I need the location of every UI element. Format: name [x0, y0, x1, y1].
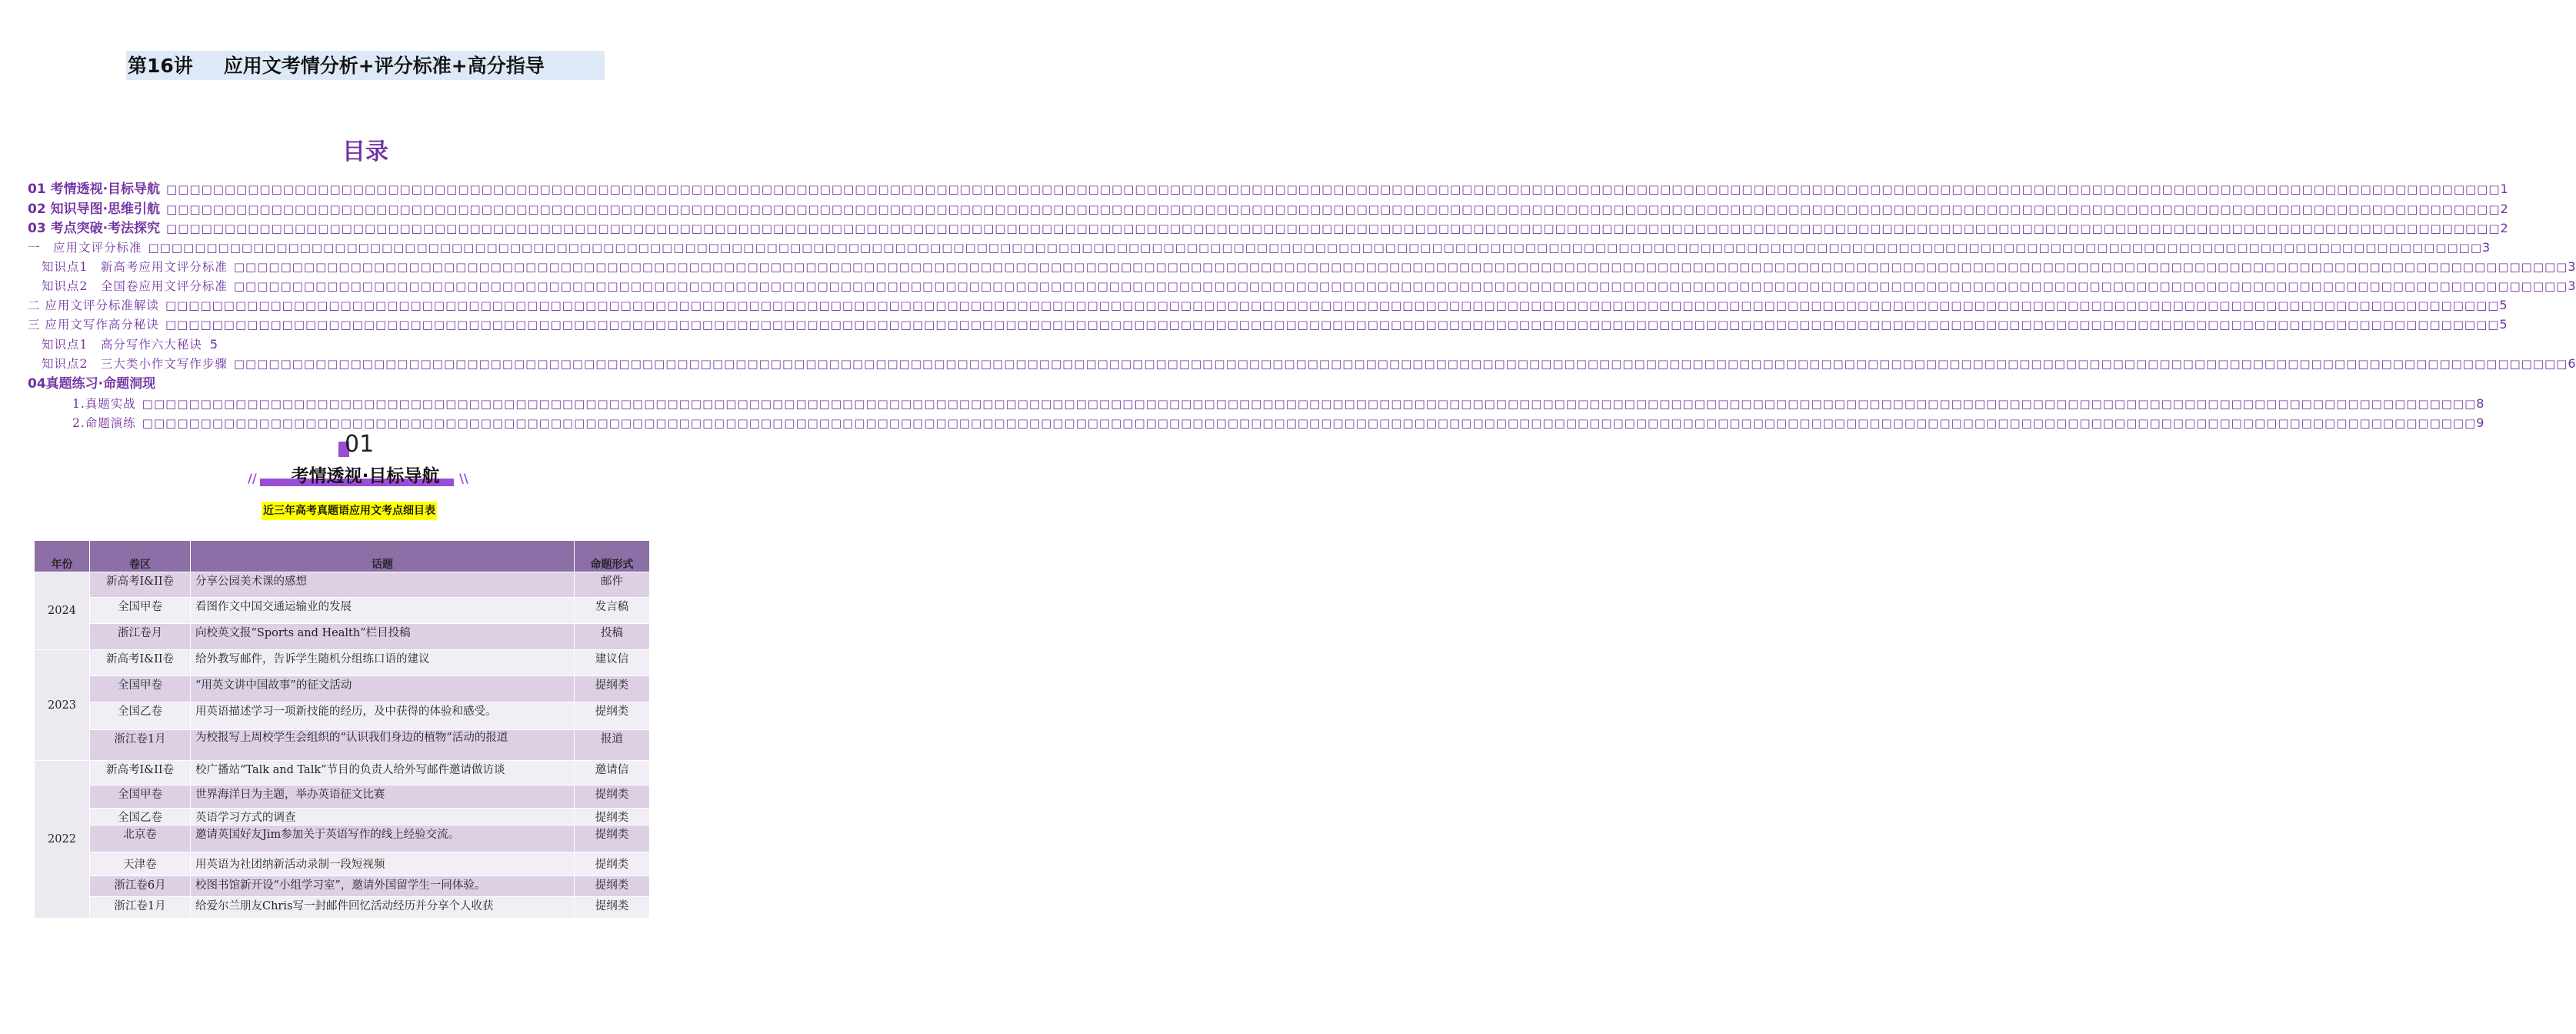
toc-item[interactable]: [28, 375, 335, 393]
topic-cell: 校广播站“Talk and Talk”节目的负责人给外写邮件邀请做访谈: [191, 761, 575, 786]
form-cell: 提纲类: [575, 897, 650, 919]
form-cell: 投稿: [575, 624, 650, 650]
form-cell: 提纲类: [575, 676, 650, 702]
toc-leader: □□□□□□□□□□□□□□□□□□□□□□□□□□□□□□□□□□□□□□□□□□□□□□□□□□□□□□□□□□□□□□□□□□□□□□□□□□□□□□□□□□□□□□□□□□□□□□□□□□□□□□□□□□□□□□□□□□□□□□□□□□□□□□□□□□□□□□□□□□□□□□□□□□□□□□□□□□□□□□□□□□□□□□□□□□□□□□□□□□□□□□□□□□□□□□□□□□□□□□□□: [166, 222, 2501, 235]
form-cell: 邀请信: [575, 761, 650, 786]
toc-item[interactable]: [28, 238, 2491, 257]
toc-leader: □□□□□□□□□□□□□□□□□□□□□□□□□□□□□□□□□□□□□□□□□□□□□□□□□□□□□□□□□□□□□□□□□□□□□□□□□□□□□□□□□□□□□□□□□□□□□□□□□□□□□□□□□□□□□□□□□□□□□□□□□□□□□□□□□□□□□□□□□□□□□□□□□□□□□□□□□□□□□□□□□□□□□□□□□□□□□□□□□□□□□□□□□□□□□□□□□□□□□□□□: [148, 241, 2482, 255]
table-row: [35, 676, 650, 702]
toc-item[interactable]: [28, 315, 2508, 334]
topic-cell: 为校报写上周校学生会组织的“认识我们身边的植物”活动的报道: [191, 730, 575, 761]
toc-item[interactable]: [28, 180, 2508, 198]
toc-item[interactable]: [28, 200, 2508, 218]
toc-item-page: 1: [2500, 182, 2508, 196]
toc-item-page: 5: [209, 337, 218, 352]
topic-cell: 邀请英国好友Jim参加关于英语写作的线上经验交流。: [191, 826, 575, 852]
toc-leader: □□□□□□□□□□□□□□□□□□□□□□□□□□□□□□□□□□□□□□□□□□□□□□□□□□□□□□□□□□□□□□□□□□□□□□□□□□□□□□□□□□□□□□□□□□□□□□□□□□□□□□□□□□□□□□□□□□□□□□□□□□□□□□□□□□□□□□□□□□□□□□□□□□□□□□□□□□□□□□□□□□□□□□□□□□□□□□□□□□□□□□□□□□□□□□□□□□□□□□□□: [233, 279, 2568, 293]
paper-cell: 浙江卷1月: [90, 897, 191, 919]
page-title: [128, 52, 545, 80]
paper-cell: 全国甲卷: [90, 786, 191, 809]
form-cell: 报道: [575, 730, 650, 761]
toc-item-label: 二 应用文评分标准解读: [28, 299, 159, 312]
column-header-year: 年份: [35, 541, 90, 572]
toc-item-page: 3: [2568, 279, 2576, 293]
paper-cell: 新高考I&II卷: [90, 572, 191, 598]
toc-leader: □□□□□□□□□□□□□□□□□□□□□□□□□□□□□□□□□□□□□□□□□□□□□□□□□□□□□□□□□□□□□□□□□□□□□□□□□□□□□□□□□□□□□□□□□□□□□□□□□□□□□□□□□□□□□□□□□□□□□□□□□□□□□□□□□□□□□□□□□□□□□□□□□□□□□□□□□□□□□□□□□□□□□□□□□□□□□□□□□□□□□□□□□□□□□□□□□□□□□□□□: [233, 357, 2568, 371]
toc-item-page: 2: [2500, 202, 2508, 216]
paper-cell: 天津卷: [90, 852, 191, 876]
exam-topics-table: [34, 540, 650, 919]
table-row: [35, 826, 650, 852]
toc-item[interactable]: [42, 335, 272, 354]
form-cell: 提纲类: [575, 826, 650, 852]
toc-leader: □□□□□□□□□□□□□□□□□□□□□□□□□□□□□□□□□□□□□□□□□□□□□□□□□□□□□□□□□□□□□□□□□□□□□□□□□□□□□□□□□□□□□□□□□□□□□□□□□□□□□□□□□□□□□□□□□□□□□□□□□□□□□□□□□□□□□□□□□□□□□□□□□□□□□□□□□□□□□□□□□□□□□□□□□□□□□□□□□□□□□□□□□□□□□□□□□□□□□□□□: [165, 318, 2500, 332]
year-cell: 2024: [35, 572, 90, 650]
table-row: [35, 786, 650, 809]
paper-cell: 全国乙卷: [90, 809, 191, 826]
paper-cell: 浙江卷1月: [90, 730, 191, 761]
toc-item[interactable]: [72, 414, 2484, 432]
form-cell: 提纲类: [575, 702, 650, 730]
topic-cell: 用英语为社团纳新活动录制一段短视频: [191, 852, 575, 876]
toc-item[interactable]: [42, 258, 2576, 276]
toc-item-label: 一 应用文评分标准: [28, 241, 142, 255]
toc-leader: □□□□□□□□□□□□□□□□□□□□□□□□□□□□□□□□□□□□□□□□□□□□□□□□□□□□□□□□□□□□□□□□□□□□□□□□□□□□□□□□□□□□□□□□□□□□□□□□□□□□□□□□□□□□□□□□□□□□□□□□□□□□□□□□□□□□□□□□□□□□□□□□□□□□□□□□□□□□□□□□□□□□□□□□□□□□□□□□□□□□□□□□□□□□□□□□□□□□□□□□: [142, 416, 2477, 430]
paper-cell: 全国甲卷: [90, 676, 191, 702]
toc-item-page: 2: [2500, 221, 2508, 235]
table-row: [35, 876, 650, 897]
paper-cell: 北京卷: [90, 826, 191, 852]
toc-item-label: 02 知识导图·思维引航: [28, 202, 161, 217]
form-cell: 提纲类: [575, 786, 650, 809]
topic-cell: 校图书馆新开设“小组学习室”，邀请外国留学生一同体验。: [191, 876, 575, 897]
form-cell: 发言稿: [575, 598, 650, 624]
lecture-topic: 应用文考情分析+评分标准+高分指导: [223, 55, 545, 77]
toc-item[interactable]: [28, 296, 2508, 315]
lecture-number: 第16讲: [128, 55, 193, 77]
toc-item-page: 6: [2568, 356, 2576, 371]
toc-heading: 目录: [342, 138, 388, 165]
topic-cell: 世界海洋日为主题，举办英语征文比赛: [191, 786, 575, 809]
toc-item-label: 1.真题实战: [72, 397, 136, 411]
table-row: [35, 624, 650, 650]
toc-item-page: 8: [2476, 396, 2484, 411]
column-header-topic: 话题: [191, 541, 575, 572]
paper-cell: 新高考I&II卷: [90, 650, 191, 676]
toc-leader: □□□□□□□□□□□□□□□□□□□□□□□□□□□□□□□□□□□□□□□□□□□□□□□□□□□□□□□□□□□□□□□□□□□□□□□□□□□□□□□□□□□□□□□□□□□□□□□□□□□□□□□□□□□□□□□□□□□□□□□□□□□□□□□□□□□□□□□□□□□□□□□□□□□□□□□□□□□□□□□□□□□□□□□□□□□□□□□□□□□□□□□□□□□□□□□□□□□□□□□□: [166, 202, 2501, 216]
form-cell: 提纲类: [575, 852, 650, 876]
toc-item-label: 知识点2 全国卷应用文评分标准: [42, 279, 228, 293]
toc-item-page: 3: [2568, 259, 2576, 274]
toc-leader: □□□□□□□□□□□□□□□□□□□□□□□□□□□□□□□□□□□□□□□□□□□□□□□□□□□□□□□□□□□□□□□□□□□□□□□□□□□□□□□□□□□□□□□□□□□□□□□□□□□□□□□□□□□□□□□□□□□□□□□□□□□□□□□□□□□□□□□□□□□□□□□□□□□□□□□□□□□□□□□□□□□□□□□□□□□□□□□□□□□□□□□□□□□□□□□□□□□□□□□□: [142, 397, 2477, 411]
toc-item-label: 01 考情透视·目标导航: [28, 182, 161, 197]
paper-cell: 全国乙卷: [90, 702, 191, 730]
toc-item[interactable]: [42, 355, 2576, 373]
toc-item-page: 3: [2482, 240, 2491, 255]
decor-slash-left: //: [248, 471, 257, 485]
column-header-paper: 卷区: [90, 541, 191, 572]
toc-item-label: 知识点1 新高考应用文评分标准: [42, 260, 228, 274]
paper-cell: 全国甲卷: [90, 598, 191, 624]
toc-item-label: 04真题练习·命题洞现: [28, 376, 156, 392]
form-cell: 提纲类: [575, 876, 650, 897]
topic-cell: 给爱尔兰朋友Chris写一封邮件回忆活动经历并分享个人收获: [191, 897, 575, 919]
topic-cell: 英语学习方式的调查: [191, 809, 575, 826]
table-row: [35, 761, 650, 786]
table-row: [35, 572, 650, 598]
toc-item[interactable]: [72, 395, 2484, 413]
toc-item-page: 9: [2476, 415, 2484, 430]
toc-item-page: 5: [2499, 298, 2508, 312]
toc-item-page: 5: [2499, 317, 2508, 332]
table-caption: 近三年高考真题语应用文考点细目表: [262, 502, 437, 520]
toc-leader: □□□□□□□□□□□□□□□□□□□□□□□□□□□□□□□□□□□□□□□□□□□□□□□□□□□□□□□□□□□□□□□□□□□□□□□□□□□□□□□□□□□□□□□□□□□□□□□□□□□□□□□□□□□□□□□□□□□□□□□□□□□□□□□□□□□□□□□□□□□□□□□□□□□□□□□□□□□□□□□□□□□□□□□□□□□□□□□□□□□□□□□□□□□□□□□□□□□□□□□□: [165, 299, 2500, 312]
topic-cell: 看图作文中国交通运输业的发展: [191, 598, 575, 624]
section-title: 考情透视·目标导航: [291, 466, 440, 486]
toc-item[interactable]: [42, 277, 2576, 295]
table-row: [35, 852, 650, 876]
toc-item-label: 知识点1 高分写作六大秘诀: [42, 338, 202, 352]
toc-item-label: 2.命题演练: [72, 416, 136, 430]
table-row: [35, 650, 650, 676]
paper-cell: 新高考I&II卷: [90, 761, 191, 786]
topic-cell: 分享公园美术课的感想: [191, 572, 575, 598]
topic-cell: “用英文讲中国故事”的征文活动: [191, 676, 575, 702]
topic-cell: 用英语描述学习一项新技能的经历，及中获得的体验和感受。: [191, 702, 575, 730]
toc-item[interactable]: [28, 219, 2508, 238]
toc-item-label: 知识点2 三大类小作文写作步骤: [42, 357, 228, 371]
table-row: [35, 809, 650, 826]
year-cell: 2023: [35, 650, 90, 761]
toc-leader: □□□□□□□□□□□□□□□□□□□□□□□□□□□□□□□□□□□□□□□□□□□□□□□□□□□□□□□□□□□□□□□□□□□□□□□□□□□□□□□□□□□□□□□□□□□□□□□□□□□□□□□□□□□□□□□□□□□□□□□□□□□□□□□□□□□□□□□□□□□□□□□□□□□□□□□□□□□□□□□□□□□□□□□□□□□□□□□□□□□□□□□□□□□□□□□□□□□□□□□□: [233, 260, 2568, 274]
topic-cell: 给外教写邮件，告诉学生随机分组练口语的建议: [191, 650, 575, 676]
form-cell: 提纲类: [575, 809, 650, 826]
paper-cell: 浙江卷6月: [90, 876, 191, 897]
table-row: [35, 598, 650, 624]
toc-item-label: 三 应用文写作高分秘诀: [28, 318, 159, 332]
year-cell: 2022: [35, 761, 90, 919]
paper-cell: 浙江卷月: [90, 624, 191, 650]
decor-slash-right: \\: [459, 471, 468, 485]
section-number: 01: [345, 431, 375, 458]
form-cell: 建议信: [575, 650, 650, 676]
table-row: [35, 897, 650, 919]
topic-cell: 向校英文报“Sports and Health”栏目投稿: [191, 624, 575, 650]
form-cell: 邮件: [575, 572, 650, 598]
table-row: [35, 730, 650, 761]
toc-leader: □□□□□□□□□□□□□□□□□□□□□□□□□□□□□□□□□□□□□□□□□□□□□□□□□□□□□□□□□□□□□□□□□□□□□□□□□□□□□□□□□□□□□□□□□□□□□□□□□□□□□□□□□□□□□□□□□□□□□□□□□□□□□□□□□□□□□□□□□□□□□□□□□□□□□□□□□□□□□□□□□□□□□□□□□□□□□□□□□□□□□□□□□□□□□□□□□□□□□□□□: [166, 182, 2501, 196]
column-header-form: 命题形式: [575, 541, 650, 572]
toc-item-label: 03 考点突破·考法探究: [28, 221, 161, 236]
table-row: [35, 702, 650, 730]
